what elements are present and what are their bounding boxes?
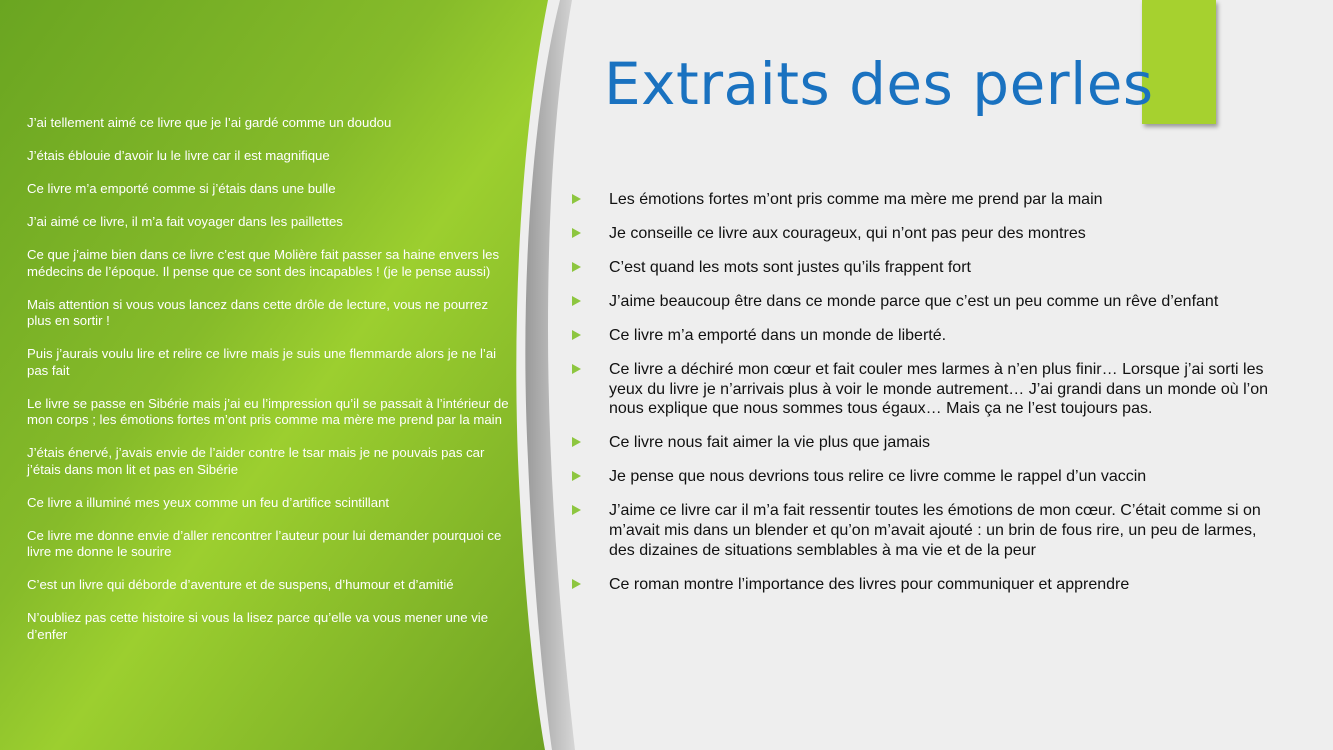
left-quote: Ce que j’aime bien dans ce livre c’est que Molière fait passer sa haine envers les médecins de l’époque. Il pense que ce sont des incapables ! (je le pense aussi)	[27, 246, 500, 279]
bullet-item	[572, 575, 1272, 595]
triangle-bullet-icon	[572, 364, 581, 374]
left-quote: Le livre se passe en Sibérie mais j’ai eu l’impression qu’il se passait à l’intérieur de mon corps ; les émotions fortes m’ont pris comme ma mère me prend par la main	[27, 395, 509, 428]
bullet-text: Ce roman montre l’importance des livres pour communiquer et apprendre	[609, 575, 1130, 593]
bullet-text: C’est quand les mots sont justes qu’ils frappent fort	[609, 259, 971, 276]
left-quote: Puis j’aurais voulu lire et relire ce livre mais je suis une flemmarde alors je ne l’ai pas fait	[27, 346, 497, 378]
bullet-text: Ce livre m’a emporté dans un monde de liberté.	[609, 327, 947, 344]
triangle-bullet-icon	[572, 228, 581, 238]
triangle-bullet-icon	[572, 262, 581, 272]
bullet-item	[572, 501, 1272, 560]
bullet-item	[572, 224, 1272, 244]
triangle-bullet-icon	[572, 471, 581, 481]
bullet-item	[572, 258, 1272, 278]
bullet-item	[572, 467, 1272, 487]
triangle-bullet-icon	[572, 579, 581, 589]
left-quote: Ce livre a illuminé mes yeux comme un feu d’artifice scintillant	[27, 494, 390, 510]
right-quotes-list	[572, 190, 1272, 609]
triangle-bullet-icon	[572, 505, 581, 515]
bullet-text: Je conseille ce livre aux courageux, qui n’ont pas peur des montres	[609, 225, 1086, 242]
slide-title: Extraits des perles	[604, 50, 1154, 118]
left-quote: C’est un livre qui déborde d’aventure et de suspens, d’humour et d’amitié	[27, 577, 454, 593]
bullet-item	[572, 190, 1272, 210]
triangle-bullet-icon	[572, 330, 581, 340]
left-quote: J’étais éblouie d’avoir lu le livre car il est magnifique	[27, 147, 330, 163]
left-quote: J’ai aimé ce livre, il m’a fait voyager dans les paillettes	[27, 213, 343, 229]
left-quote: J’ai tellement aimé ce livre que je l’ai gardé comme un doudou	[27, 115, 392, 130]
left-quote: Ce livre me donne envie d’aller rencontrer l’auteur pour lui demander pourquoi ce livre me donne le sourire	[27, 527, 502, 560]
bullet-text: J’aime beaucoup être dans ce monde parce que c’est un peu comme un rêve d’enfant	[609, 293, 1219, 310]
left-quote: N’oubliez pas cette histoire si vous la lisez parce qu’elle va vous mener une vie d’enfer	[27, 610, 489, 642]
left-quote: Ce livre m’a emporté comme si j’étais dans une bulle	[27, 180, 336, 196]
bullet-item	[572, 360, 1272, 419]
bullet-item	[572, 433, 1272, 453]
left-quote: J’étais énervé, j’avais envie de l’aider contre le tsar mais je ne pouvais pas car j’étais dans mon lit et pas en Sibérie	[27, 445, 485, 477]
triangle-bullet-icon	[572, 296, 581, 306]
triangle-bullet-icon	[572, 437, 581, 447]
bullet-text: J’aime ce livre car il m’a fait ressentir toutes les émotions de mon cœur. C’était comme si on m’avait mis dans un blender et qu’on m’avait ajouté : un brin de fous rire, un peu de larmes, des dizaines de situations semblables à ma vie et de la peur	[609, 502, 1261, 559]
triangle-bullet-icon	[572, 194, 581, 204]
bullet-text: Ce livre a déchiré mon cœur et fait couler mes larmes à n’en plus finir… Lorsque j’ai sorti les yeux du livre je n’arrivais plus à voir le monde autrement… J’ai grandi dans un monde où l’on nous explique que nous sommes tous égaux… Mais ça ne l’est toujours pas.	[609, 361, 1269, 418]
bullet-item	[572, 326, 1272, 346]
bullet-text: Ce livre nous fait aimer la vie plus que jamais	[609, 434, 931, 452]
left-quote: Mais attention si vous vous lancez dans cette drôle de lecture, vous ne pourrez plus en sortir !	[27, 296, 489, 329]
bullet-text: Je pense que nous devrions tous relire ce livre comme le rappel d’un vaccin	[609, 468, 1147, 486]
bullet-item	[572, 292, 1272, 312]
left-quotes-list	[27, 115, 515, 660]
bullet-text: Les émotions fortes m’ont pris comme ma mère me prend par la main	[609, 191, 1103, 208]
